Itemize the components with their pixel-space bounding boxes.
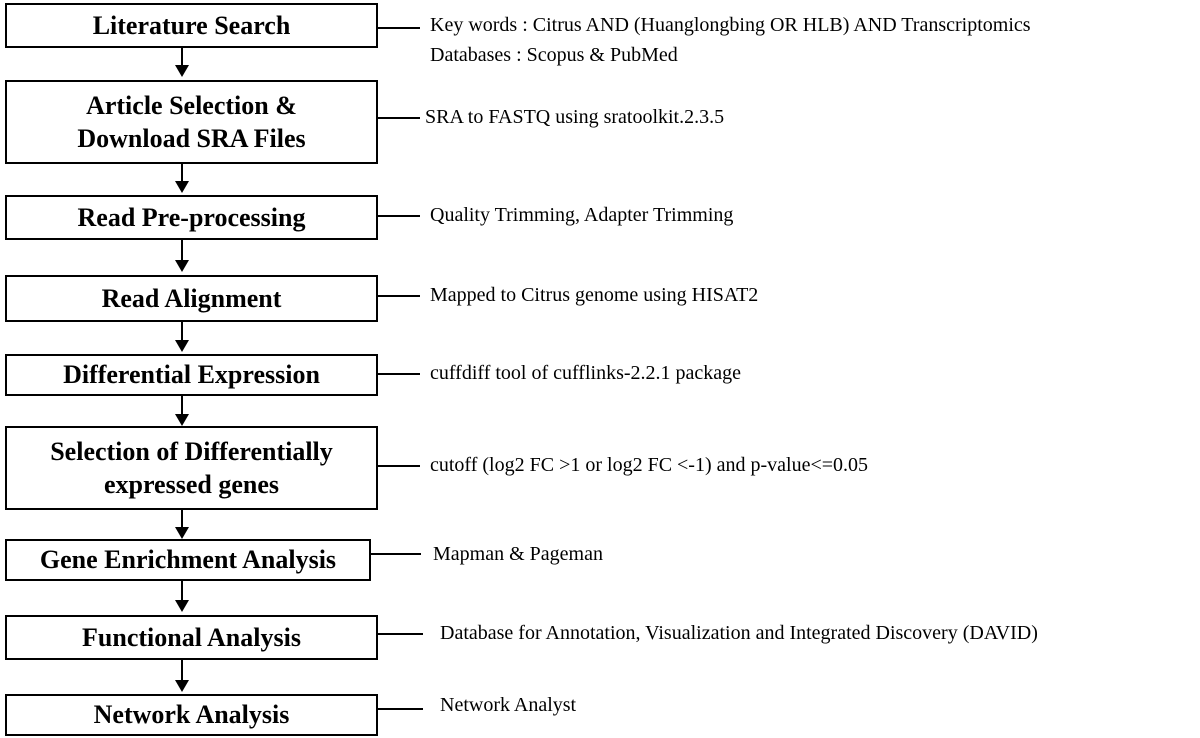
step-note <box>433 539 603 569</box>
step-note <box>440 618 1038 648</box>
step-note <box>430 280 758 310</box>
step-label: Read Alignment <box>101 283 282 313</box>
step-article-selection <box>5 80 378 164</box>
flow-arrowhead <box>175 260 189 272</box>
step-read-preprocessing <box>5 195 378 240</box>
flow-arrow-line <box>181 581 183 600</box>
connector-line <box>378 708 423 710</box>
connector-line <box>378 27 420 29</box>
step-note <box>425 102 724 132</box>
connector-line <box>378 373 420 375</box>
note-line: Network Analyst <box>440 694 577 716</box>
flow-arrow-line <box>181 396 183 414</box>
step-note <box>430 200 733 230</box>
step-label: Functional Analysis <box>82 622 301 652</box>
step-label: Read Pre-processing <box>77 202 306 232</box>
step-label-line: Selection of Differentially <box>50 436 333 466</box>
flow-arrow-line <box>181 164 183 181</box>
step-label: Gene Enrichment Analysis <box>39 545 337 575</box>
step-network-analysis <box>5 694 378 736</box>
connector-line <box>378 465 420 467</box>
note-line: cutoff (log2 FC >1 or log2 FC <-1) and p-value<=0.05 <box>430 454 869 476</box>
flow-arrowhead <box>175 527 189 539</box>
step-read-alignment <box>5 275 378 322</box>
step-label: Differential Expression <box>63 360 320 390</box>
flow-arrowhead <box>175 414 189 426</box>
flow-arrow-line <box>181 240 183 260</box>
flow-arrow-line <box>181 660 183 680</box>
connector-line <box>378 117 420 119</box>
step-label: Literature Search <box>92 10 291 40</box>
flow-arrowhead <box>175 181 189 193</box>
connector-line <box>378 215 420 217</box>
note-line: Databases : Scopus & PubMed <box>430 44 678 66</box>
step-note <box>430 450 868 480</box>
step-differential-expression <box>5 354 378 396</box>
step-label-line: expressed genes <box>103 470 279 499</box>
step-note <box>440 690 576 720</box>
step-note <box>430 10 1031 70</box>
flow-arrowhead <box>175 680 189 692</box>
connector-line <box>371 553 421 555</box>
connector-line <box>378 633 423 635</box>
note-line: Database for Annotation, Visualization and Integrated Discovery (DAVID) <box>440 622 1038 644</box>
note-line: Key words : Citrus AND (Huanglongbing OR HLB) AND Transcriptomics <box>430 14 1031 36</box>
connector-line <box>378 295 420 297</box>
flow-arrowhead <box>175 340 189 352</box>
flow-arrow-line <box>181 322 183 340</box>
step-note <box>430 358 741 388</box>
step-literature-search <box>5 3 378 48</box>
step-label <box>77 89 305 155</box>
flow-arrow-line <box>181 510 183 527</box>
flow-arrowhead <box>175 65 189 77</box>
step-functional-analysis <box>5 615 378 660</box>
step-gene-enrichment <box>5 539 371 581</box>
note-line: Quality Trimming, Adapter Trimming <box>430 204 734 226</box>
note-line: Mapman & Pageman <box>433 543 603 565</box>
step-selection-deg <box>5 426 378 510</box>
step-label-line: Download SRA Files <box>77 124 306 153</box>
step-label <box>50 435 333 501</box>
note-line: SRA to FASTQ using sratoolkit.2.3.5 <box>425 106 725 128</box>
note-line: Mapped to Citrus genome using HISAT2 <box>430 284 759 306</box>
flow-arrowhead <box>175 600 189 612</box>
step-label: Network Analysis <box>93 700 290 730</box>
note-line: cuffdiff tool of cufflinks-2.2.1 package <box>430 362 742 384</box>
flow-arrow-line <box>181 48 183 65</box>
step-label-line: Article Selection & <box>86 90 297 120</box>
